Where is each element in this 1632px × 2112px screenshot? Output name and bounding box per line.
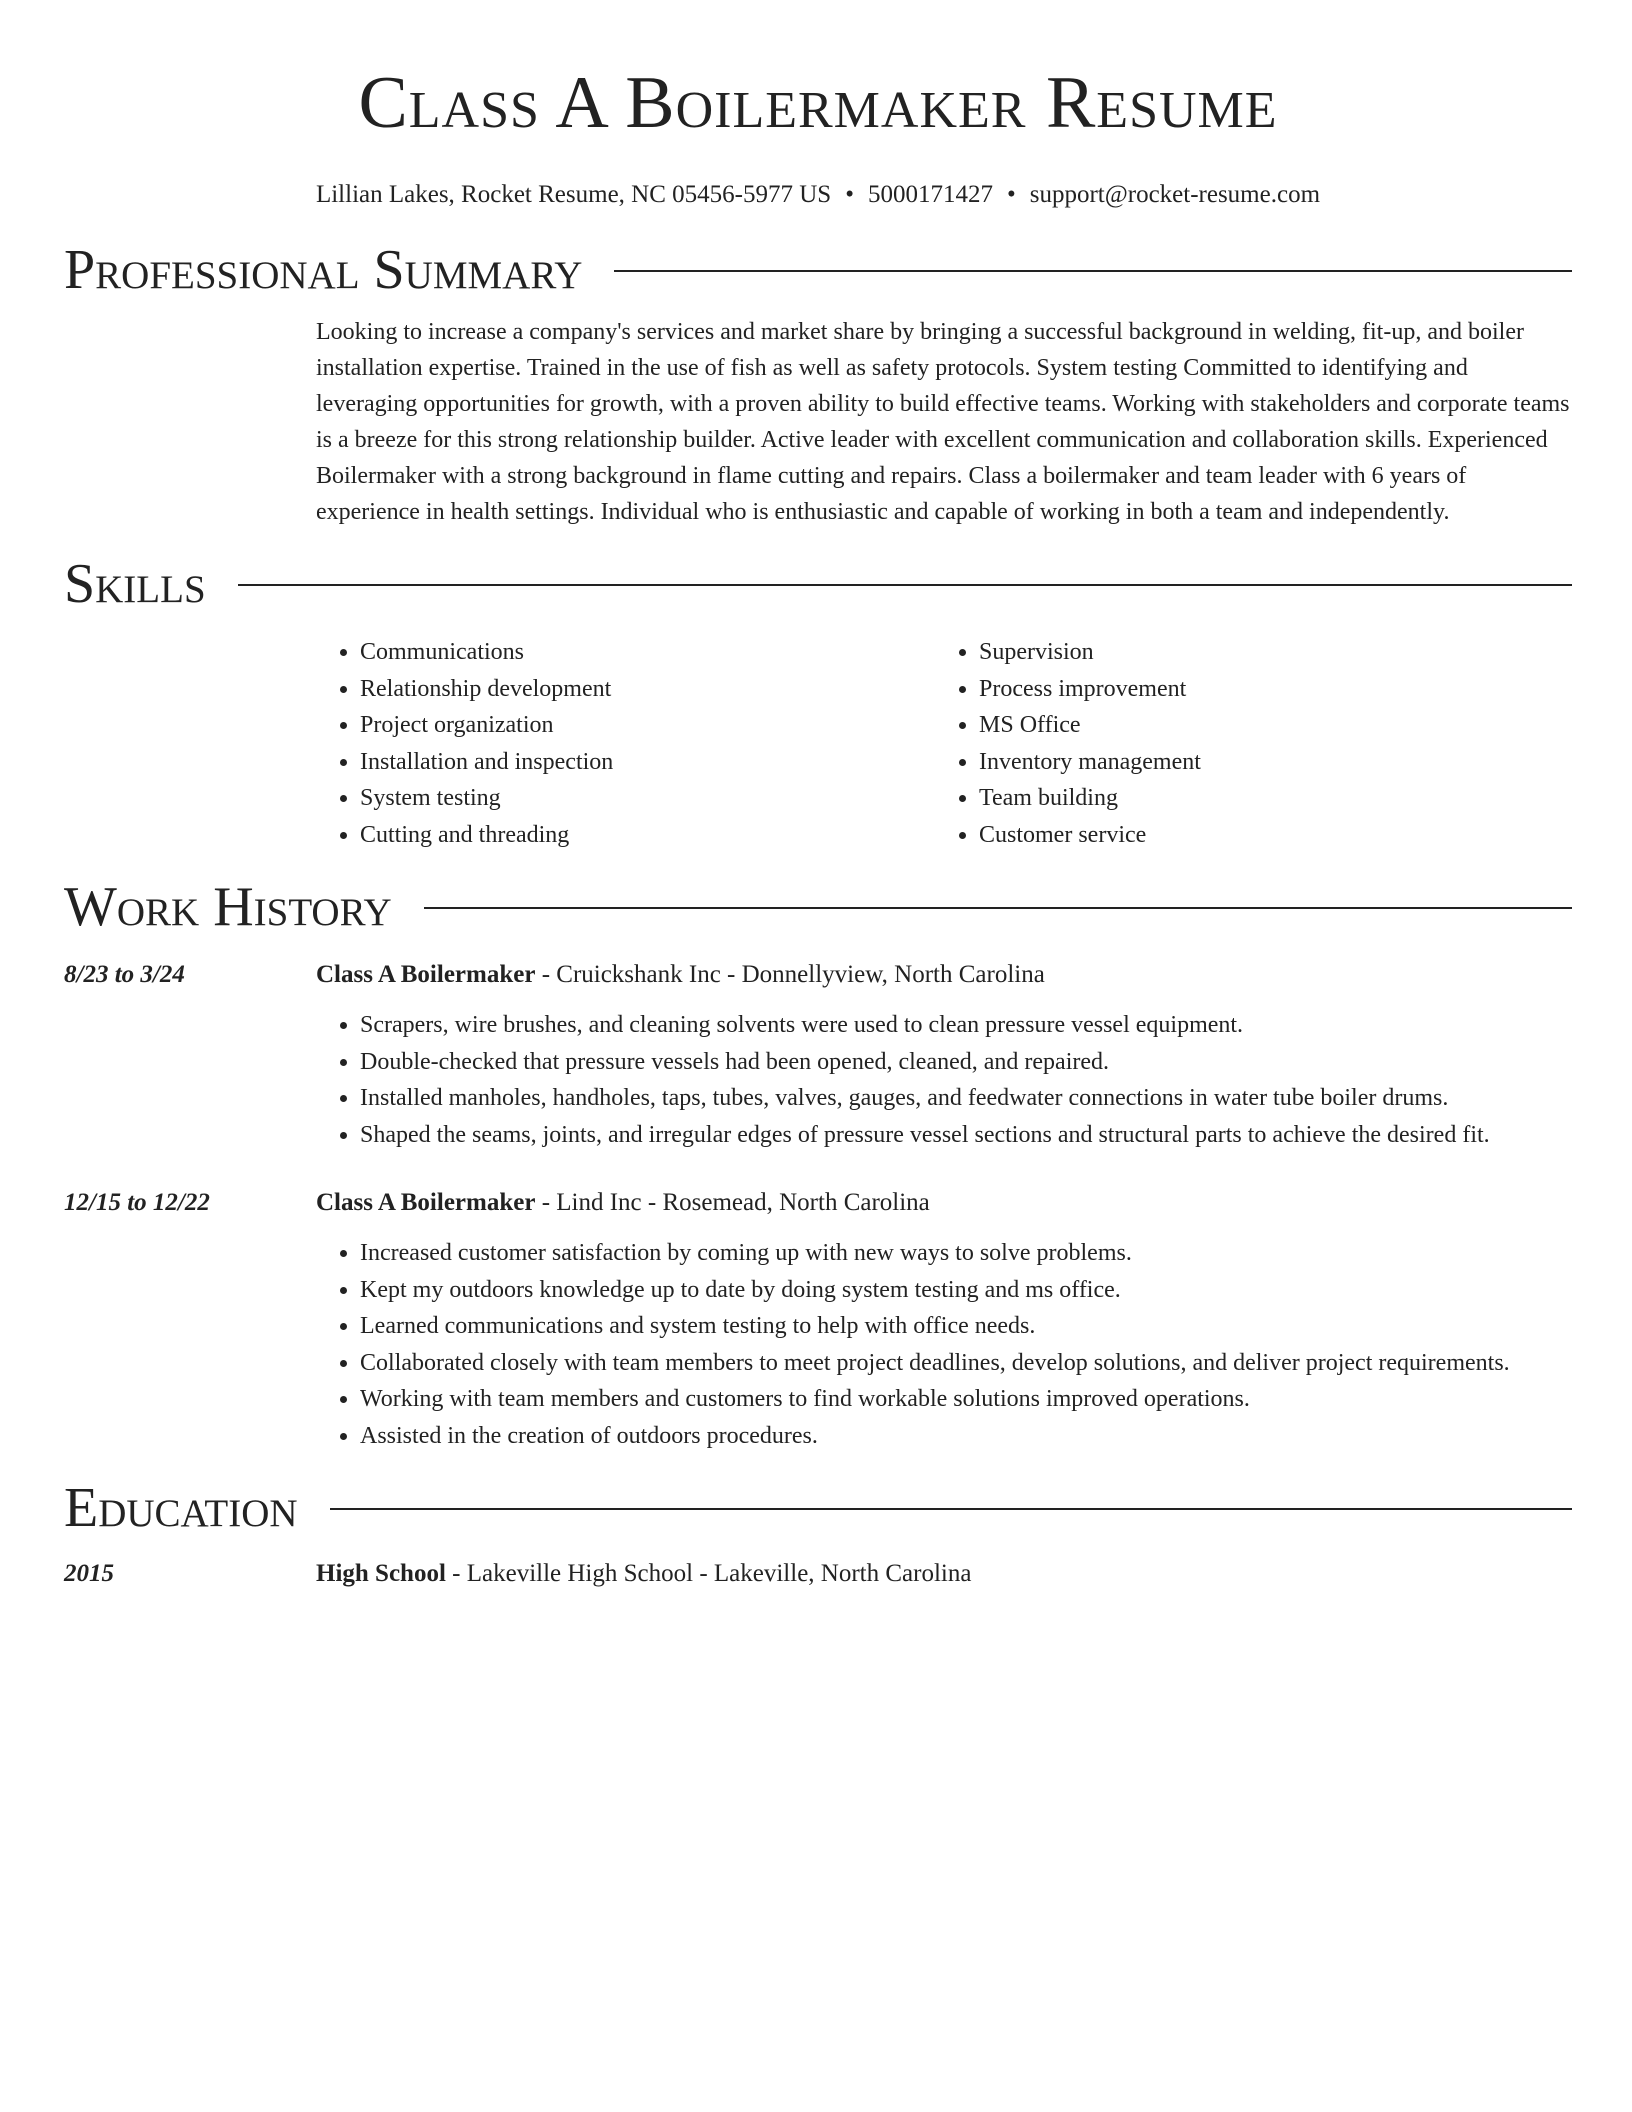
education-details: - Lakeville High School - Lakeville, North Carolina [445, 1560, 972, 1587]
job-header [316, 957, 1572, 993]
skills-section-header [64, 552, 1572, 616]
skills-row [64, 634, 1572, 853]
job-details: - Cruickshank Inc - Donnellyview, North Carolina [535, 961, 1045, 988]
skills-spacer [64, 634, 316, 853]
summary-text: Looking to increase a company's services and market share by bringing a successful background in welding, fit-up, and boiler installation expertise. Trained in the use of fish as well as safety protocols. System testing Committed to identifying and leveraging opportunities for growth, with a proven ability to build effective teams. Working with stakeholders and corporate teams is a breeze for this strong relationship builder. Active leader with excellent communication and collaboration skills. Experienced Boilermaker with a strong background in flame cutting and repairs. Class a boilermaker and team leader with 6 years of experience in health settings. Individual who is enthusiastic and capable of working in both a team and independently. [316, 319, 1570, 525]
education-heading: Education [64, 1477, 298, 1539]
skill-item: • Customer service [979, 817, 1554, 854]
summary-heading: Professional Summary [64, 239, 583, 301]
education-section-header [64, 1476, 1572, 1540]
job-bullets [316, 1007, 1572, 1153]
job-details: - Lind Inc - Rosemead, North Carolina [535, 1189, 930, 1216]
job-title: Class A Boilermaker [316, 1189, 536, 1216]
summary-section-header [64, 238, 1572, 302]
skill-item: • Communications [360, 634, 935, 671]
contact-address: Lillian Lakes, Rocket Resume, NC 05456-5977 US [315, 181, 832, 208]
education-header [316, 1556, 1572, 1592]
job-bullet: • Assisted in the creation of outdoors procedures. [360, 1418, 1572, 1455]
job-bullet: • Double-checked that pressure vessels had been opened, cleaned, and repaired. [360, 1044, 1572, 1081]
section-divider [330, 1508, 1572, 1510]
section-divider [424, 907, 1572, 909]
skill-item: • Relationship development [360, 671, 935, 708]
skill-item: • System testing [360, 780, 935, 817]
summary-spacer [64, 314, 316, 530]
skill-item: • Supervision [979, 634, 1554, 671]
education-entry [64, 1556, 1572, 1592]
skill-item: • MS Office [979, 707, 1554, 744]
job-bullet: • Collaborated closely with team members to meet project deadlines, develop solutions, and deliver project requirements. [360, 1345, 1572, 1382]
skills-list-left [316, 634, 935, 853]
work-section-header [64, 875, 1572, 939]
section-divider [614, 270, 1572, 272]
education-year: 2015 [64, 1560, 114, 1587]
skill-item: • Cutting and threading [360, 817, 935, 854]
contact-separator: • [845, 181, 854, 208]
skill-item: • Process improvement [979, 671, 1554, 708]
job-bullet: • Kept my outdoors knowledge up to date by doing system testing and ms office. [360, 1272, 1572, 1309]
job-bullet: • Learned communications and system testing to help with office needs. [360, 1308, 1572, 1345]
section-divider [238, 584, 1572, 586]
work-heading: Work History [64, 876, 392, 938]
job-entry [64, 1185, 1572, 1454]
resume-page [64, 56, 1572, 1592]
contact-line [64, 178, 1572, 212]
skill-item: • Team building [979, 780, 1554, 817]
summary-row [64, 314, 1572, 530]
skill-item: • Installation and inspection [360, 744, 935, 781]
skill-item: • Project organization [360, 707, 935, 744]
job-dates: 8/23 to 3/24 [64, 961, 185, 988]
education-degree: High School [316, 1560, 446, 1587]
job-title: Class A Boilermaker [316, 961, 536, 988]
skills-heading: Skills [64, 553, 206, 615]
skill-item: • Inventory management [979, 744, 1554, 781]
contact-separator: • [1006, 181, 1016, 208]
skills-grid [316, 634, 1572, 853]
job-bullet: • Increased customer satisfaction by coming up with new ways to solve problems. [360, 1235, 1572, 1272]
job-header [316, 1185, 1572, 1221]
job-bullet: • Scrapers, wire brushes, and cleaning solvents were used to clean pressure vessel equipment. [360, 1007, 1572, 1044]
job-bullet: • Installed manholes, handholes, taps, tubes, valves, gauges, and feedwater connections in water tube boiler drums. [360, 1080, 1572, 1117]
contact-email: support@rocket-resume.com [1029, 181, 1321, 208]
job-bullet: • Shaped the seams, joints, and irregular edges of pressure vessel sections and structural parts to achieve the desired fit. [360, 1117, 1572, 1154]
job-bullet: • Working with team members and customers to find workable solutions improved operations. [360, 1381, 1572, 1418]
skills-list-right [935, 634, 1554, 853]
job-entry [64, 957, 1572, 1153]
job-dates: 12/15 to 12/22 [64, 1189, 210, 1216]
job-bullets [316, 1235, 1572, 1454]
resume-title: Class A Boilermaker Resume [358, 62, 1278, 144]
contact-phone: 5000171427 [867, 181, 993, 208]
